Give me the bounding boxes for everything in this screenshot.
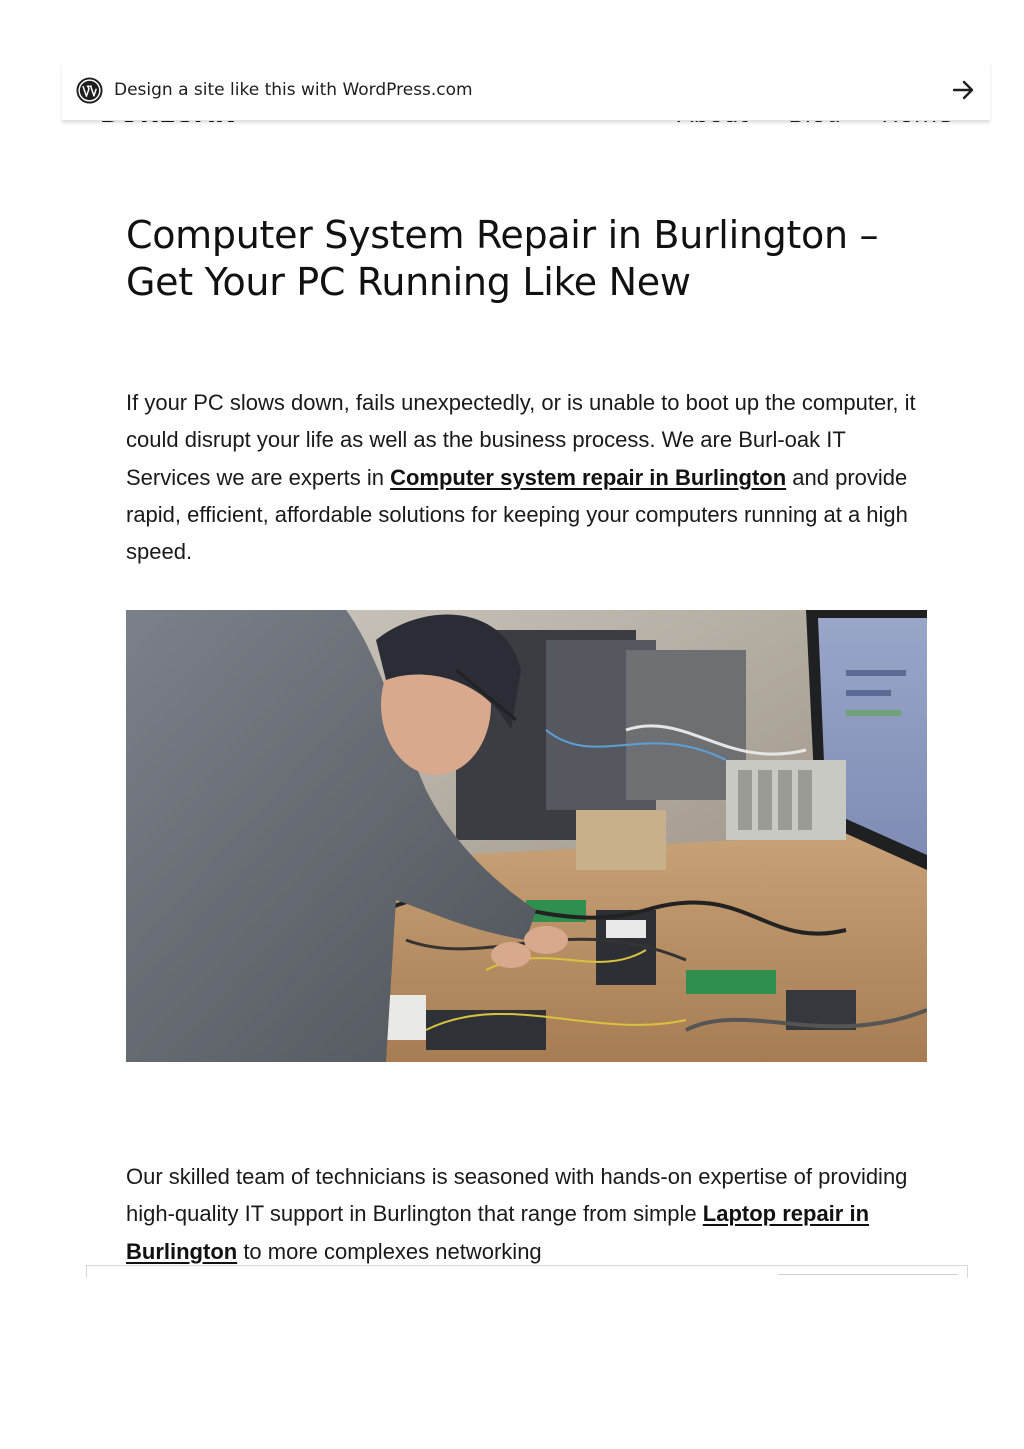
intro-paragraph xyxy=(126,384,926,570)
post-title: Computer System Repair in Burlington – Get Your PC Running Like New xyxy=(126,213,879,304)
wordpress-logo-icon xyxy=(76,77,103,104)
technician-repair-photo xyxy=(126,610,927,1062)
team-text-after: to more complexes networking xyxy=(237,1238,542,1264)
team-text-before: Our skilled team of technicians is seasoned with hands-on expertise of providing high-quality IT support in Burlington that range from simple xyxy=(126,1164,908,1227)
bottom-card-inner-outline xyxy=(778,1274,958,1279)
technician-repair-illustration xyxy=(126,610,927,1062)
team-paragraph xyxy=(126,1158,926,1270)
intro-text-after: and provide rapid, efficient, affordable solutions for keeping your computers running at a high speed. xyxy=(126,464,908,565)
intro-text-before: If your PC slows down, fails unexpectedly, or is unable to boot up the computer, it could disrupt your life as well as the business process. We are Burl-oak IT Services we are experts in xyxy=(126,390,916,490)
computer-repair-link[interactable]: Computer system repair in Burlington xyxy=(390,464,787,490)
wordpress-promo-text[interactable]: Design a site like this with WordPress.com xyxy=(114,80,473,100)
laptop-repair-link[interactable]: Laptop repair in Burlington xyxy=(126,1201,870,1264)
wordpress-promo-banner[interactable] xyxy=(62,62,990,121)
arrow-right-icon[interactable] xyxy=(950,76,978,104)
